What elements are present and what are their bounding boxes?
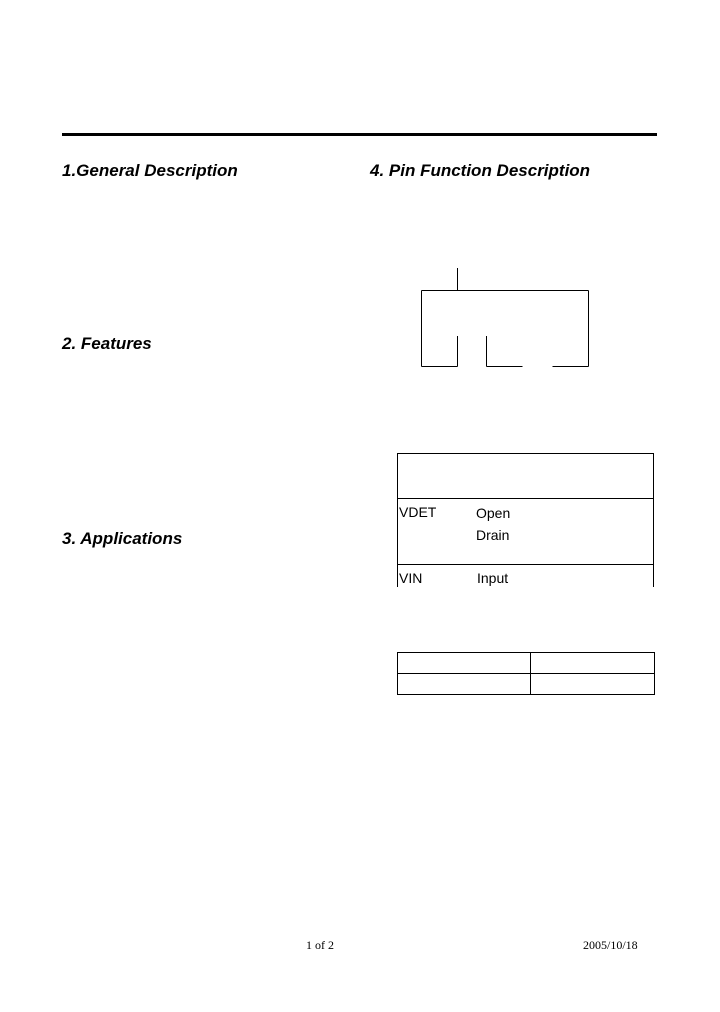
table-row (398, 653, 655, 674)
pin-function-vdet-line2: Drain (476, 527, 510, 543)
table-cell (398, 674, 531, 695)
table-row (398, 674, 655, 695)
pin-function-vin: Input (477, 570, 509, 586)
section-heading-applications: 3. Applications (62, 529, 183, 548)
section-heading-pin-function: 4. Pin Function Description (370, 161, 591, 180)
table-row-divider (397, 498, 654, 499)
table-border-left (397, 453, 398, 587)
pin-name-vdet: VDET (399, 504, 437, 520)
marking-table (397, 652, 655, 695)
table-row-divider (397, 564, 654, 565)
page-number: 1 of 2 (306, 938, 334, 952)
package-pin-diagram (410, 262, 600, 372)
header-rule (62, 133, 657, 136)
section-heading-general-description: 1.General Description (62, 161, 238, 180)
table-border-top (397, 453, 654, 454)
table-cell (531, 674, 655, 695)
table-border-right (653, 453, 654, 587)
table-cell (398, 653, 531, 674)
table-cell (531, 653, 655, 674)
pin-function-table (397, 453, 654, 587)
pin-function-vdet-line1: Open (476, 505, 511, 521)
pin-name-vin: VIN (399, 570, 423, 586)
section-heading-features: 2. Features (62, 334, 152, 353)
document-date: 2005/10/18 (583, 938, 638, 952)
